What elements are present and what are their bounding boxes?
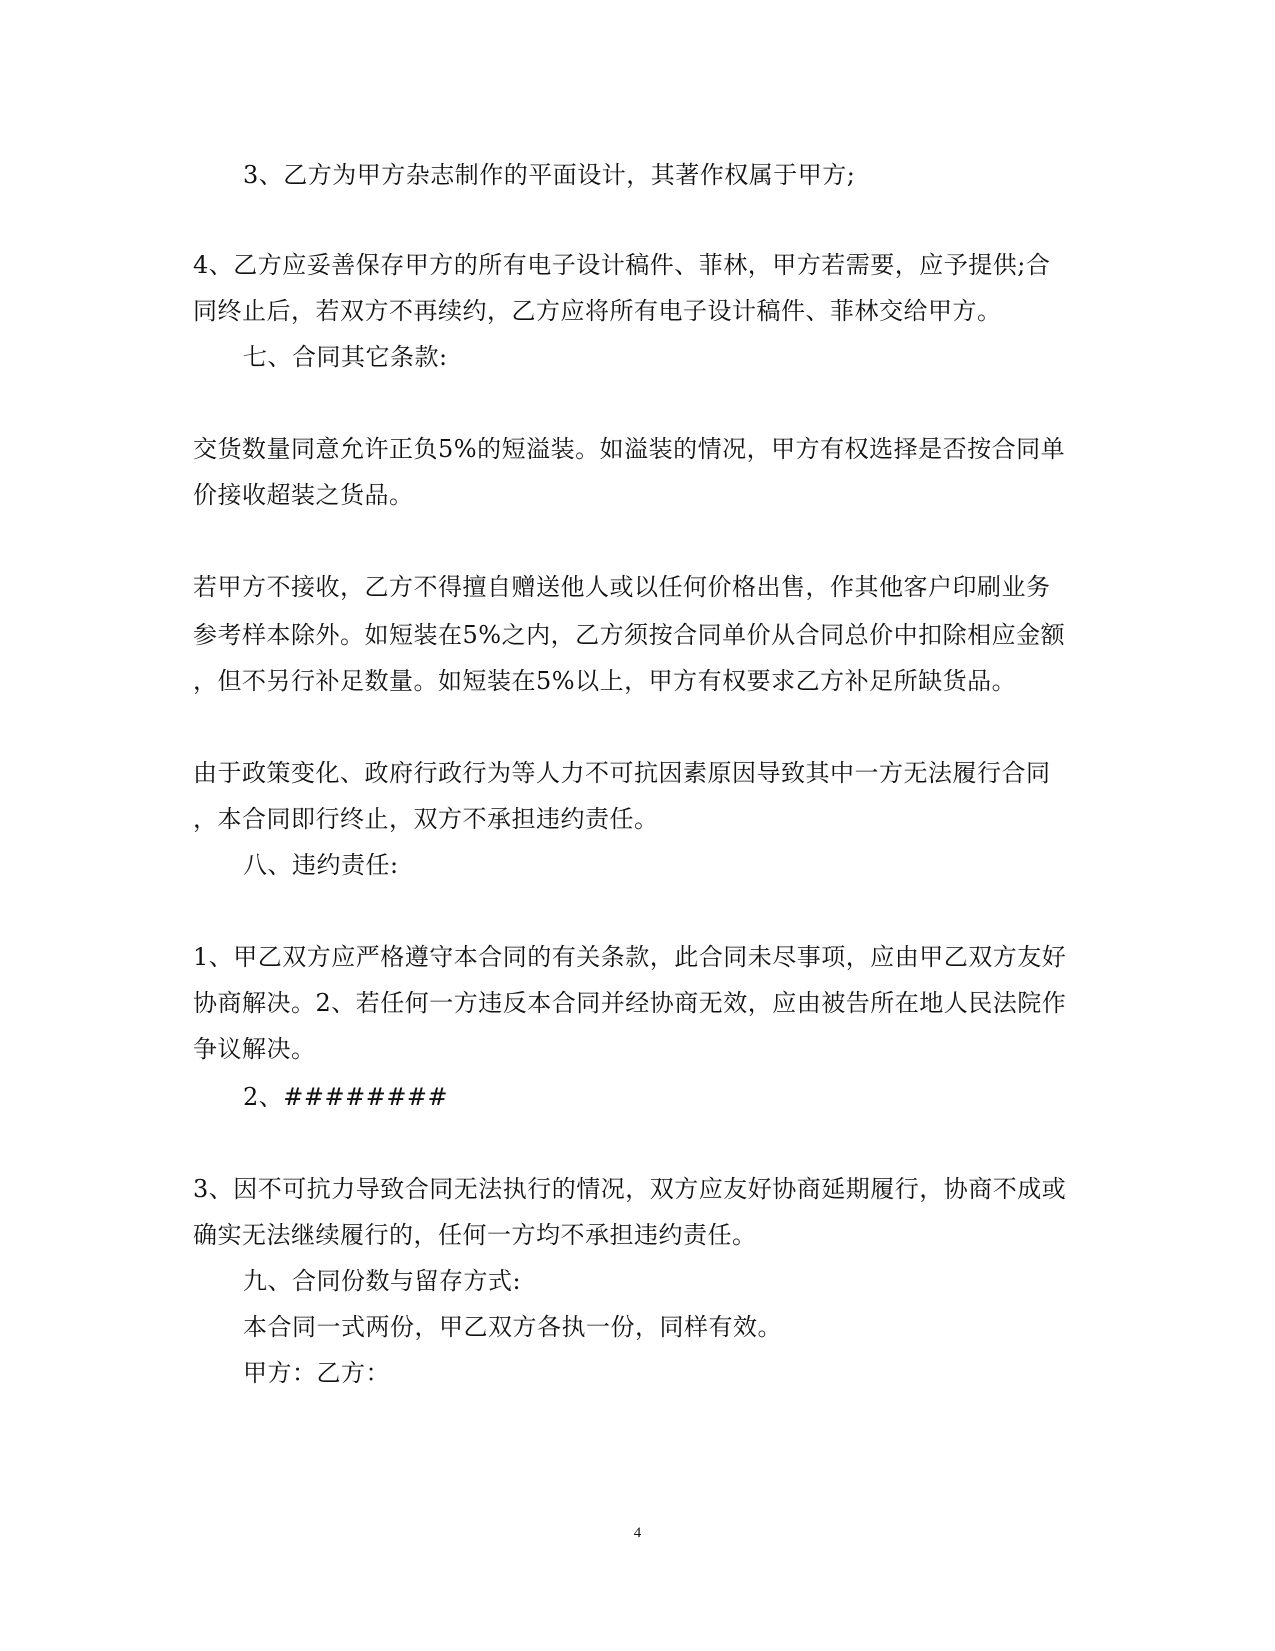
- force-majeure-policy-line-1: 由于政策变化、政府行政行为等人力不可抗因素原因导致其中一方无法履行合同: [193, 759, 1051, 787]
- liability-clause-2: 2、########: [243, 1083, 449, 1111]
- clause-4-line-1: 4、乙方应妥善保存甲方的所有电子设计稿件、菲林，甲方若需要，应予提供;合: [193, 251, 1051, 279]
- clause-4-line-2: 同终止后，若双方不再续约，乙方应将所有电子设计稿件、菲林交给甲方。: [193, 297, 1002, 325]
- rejection-clause-line-1: 若甲方不接收，乙方不得擅自赠送他人或以任何价格出售，作其他客户印刷业务: [193, 573, 1051, 601]
- delivery-quantity-line-2: 价接收超装之货品。: [193, 481, 414, 509]
- liability-clause-3-line-1: 3、因不可抗力导致合同无法执行的情况，双方应友好协商延期履行，协商不成或: [193, 1175, 1067, 1203]
- liability-clause-3-line-2: 确实无法继续履行的，任何一方均不承担违约责任。: [193, 1221, 757, 1249]
- liability-clause-1-line-1: 1、甲乙双方应严格遵守本合同的有关条款，此合同未尽事项，应由甲乙双方友好: [193, 943, 1067, 971]
- rejection-clause-line-2: 参考样本除外。如短装在5%之内，乙方须按合同单价从合同总价中扣除相应金额: [193, 621, 1066, 649]
- page-number: 4: [633, 1525, 642, 1541]
- liability-clause-1-line-2: 协商解决。2、若任何一方违反本合同并经协商无效，应由被告所在地人民法院作: [193, 989, 1067, 1017]
- signature-line: 甲方：乙方：: [243, 1359, 390, 1387]
- rejection-clause-line-3: ，但不另行补足数量。如短装在5%以上，甲方有权要求乙方补足所缺货品。: [193, 667, 1017, 695]
- section-8-heading: 八、违约责任:: [243, 851, 399, 879]
- delivery-quantity-line-1: 交货数量同意允许正负5%的短溢装。如溢装的情况，甲方有权选择是否按合同单: [193, 435, 1066, 463]
- section-9-heading: 九、合同份数与留存方式:: [243, 1267, 522, 1295]
- section-7-heading: 七、合同其它条款:: [243, 343, 448, 371]
- liability-clause-1-line-3: 争议解决。: [193, 1035, 316, 1063]
- copies-clause: 本合同一式两份，甲乙双方各执一份，同样有效。: [243, 1313, 782, 1341]
- clause-3-copyright: 3、乙方为甲方杂志制作的平面设计，其著作权属于甲方;: [243, 161, 856, 189]
- force-majeure-policy-line-2: ，本合同即行终止，双方不承担违约责任。: [193, 805, 659, 833]
